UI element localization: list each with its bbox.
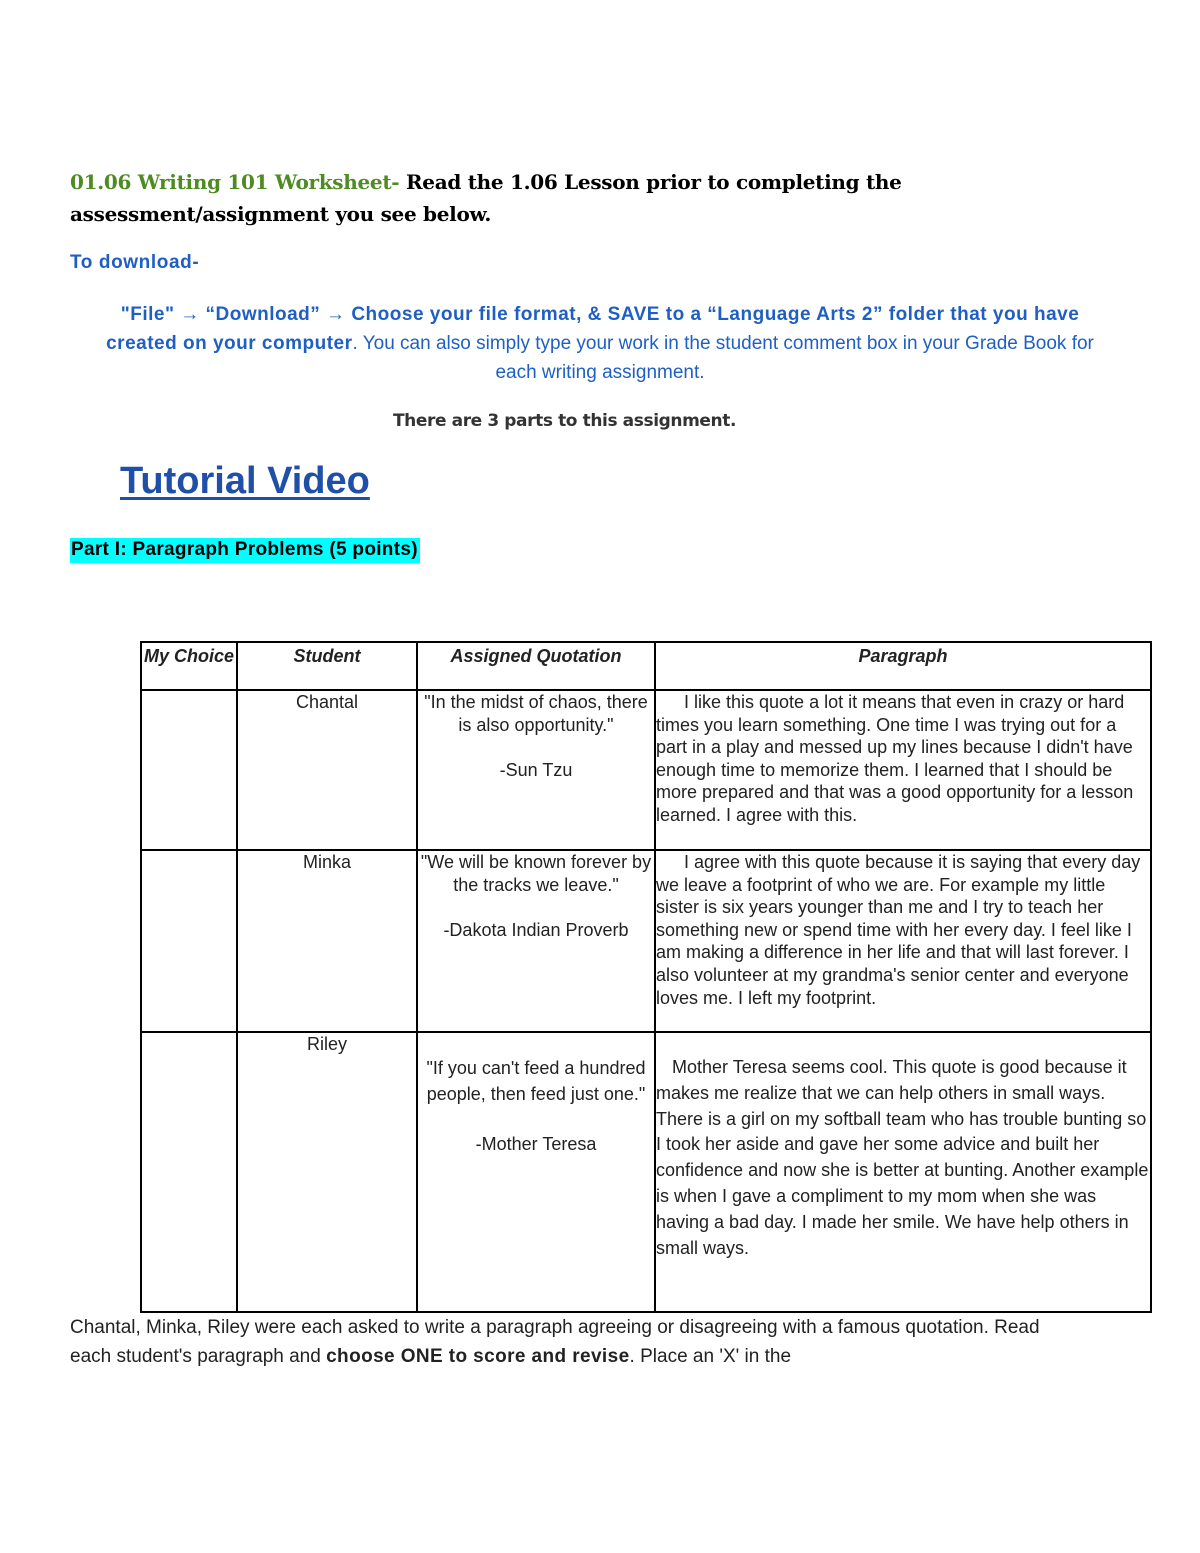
paragraph-text: I agree with this quote because it is saying that every day we leave a footprint of who we are. For example my little sister is six years younger than me and I try to teach her something new or spend time with her every day. I feel like I am making a difference in her life and that will last forever. I also volunteer at my grandma's senior center and everyone loves me. I left my footprint. [655,850,1151,1032]
choice-cell-riley[interactable] [141,1032,237,1312]
worksheet-title-code: 01.06 Writing 101 Worksheet- [70,170,400,194]
instructions-text-start: Chantal, Minka, Riley were each asked to write a paragraph agreeing or disagreeing with a famous quotation. Read each student's paragraph and [70,1317,1040,1367]
header-my-choice: My Choice [141,642,237,690]
quote-attribution: -Mother Teresa [475,1134,597,1154]
header-assigned-quotation: Assigned Quotation [417,642,655,690]
table-row [141,690,1151,850]
quote-cell [417,690,655,850]
choice-cell-minka[interactable] [141,850,237,1032]
quote-attribution: -Dakota Indian Proverb [443,920,629,940]
student-name: Chantal [237,690,417,850]
paragraph-table [140,641,1152,1313]
header-student: Student [237,642,417,690]
worksheet-title-instruction: Read the 1.06 Lesson prior to completing the assessment/assignment you see below. [70,170,902,226]
instructions-paragraph [70,1313,1070,1371]
download-instructions-bold: "File" → “Download” → Choose your file format, & SAVE to a “Language Arts 2” folder that you have created on your computer [106,304,1080,354]
download-instructions [90,300,1110,387]
quote-cell [417,1032,655,1312]
tutorial-video-link[interactable]: Tutorial Video [120,460,370,502]
instructions-text-end: . Place an 'X' in the [629,1346,792,1367]
quote-attribution: -Sun Tzu [499,760,573,780]
quote-text: "In the midst of chaos, there is also opportunity." [424,692,648,735]
student-name: Riley [237,1032,417,1312]
table-row [141,1032,1151,1312]
table-row [141,850,1151,1032]
quote-text: "We will be known forever by the tracks we leave." [420,852,652,895]
student-name: Minka [237,850,417,1032]
table-header-row [141,642,1151,690]
paragraph-text: I like this quote a lot it means that even in crazy or hard times you learn something. One time I was trying out for a part in a play and messed up my lines because I didn't have enough time to memorize them. I learned that I should be more prepared and that was a good opportunity for a lesson learned. I agree with this. [655,690,1151,850]
quote-text: "If you can't feed a hundred people, then feed just one." [426,1058,646,1104]
parts-note: There are 3 parts to this assignment. [392,411,737,431]
choice-cell-chantal[interactable] [141,690,237,850]
part1-heading: Part I: Paragraph Problems (5 points) [70,538,420,563]
download-instructions-rest: . You can also simply type your work in the student comment box in your Grade Book for each writing assignment. [352,333,1094,383]
header-paragraph: Paragraph [655,642,1151,690]
instructions-text-bold: choose ONE to score and revise [326,1346,630,1367]
download-label: To download- [70,252,200,273]
quote-cell [417,850,655,1032]
worksheet-title [70,166,1130,230]
paragraph-text: Mother Teresa seems cool. This quote is good because it makes me realize that we can help others in small ways. There is a girl on my softball team who has trouble bunting so I took her aside and gave her some advice and built her confidence and now she is better at bunting. Another example is when I gave a compliment to my mom when she was having a bad day. I made her smile. We have help others in small ways. [655,1032,1151,1312]
